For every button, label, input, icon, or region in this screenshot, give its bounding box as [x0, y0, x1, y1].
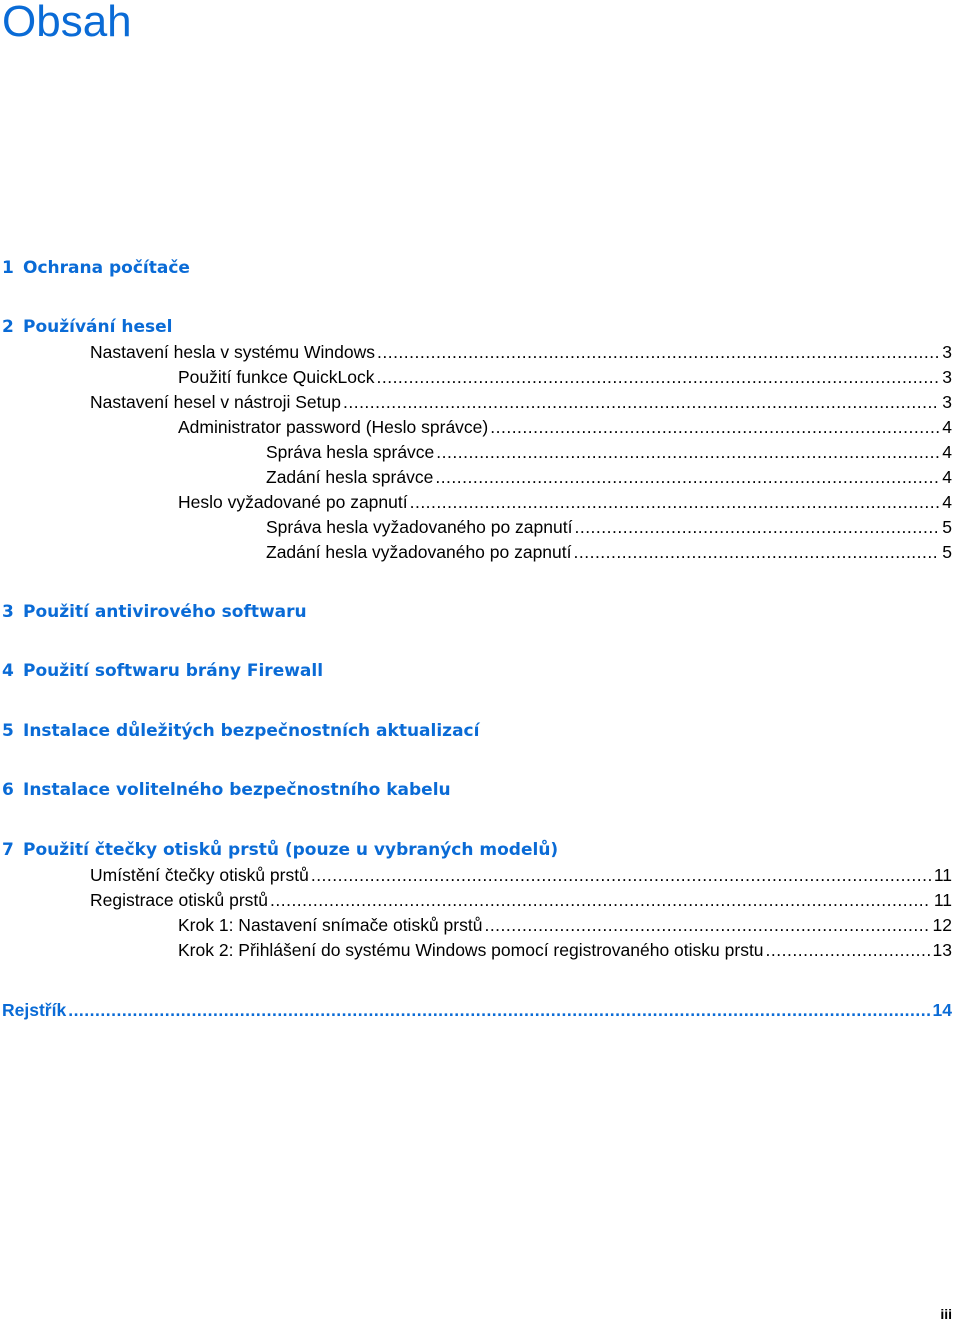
toc-entry-page: 11 — [933, 865, 952, 885]
toc-entry[interactable] — [90, 340, 952, 364]
dot-leader — [436, 440, 939, 464]
toc-entry-page: 4 — [942, 417, 952, 437]
toc-entry-label: Heslo vyžadované po zapnutí — [178, 492, 408, 512]
dot-leader — [377, 340, 939, 364]
toc-entry[interactable] — [90, 863, 952, 887]
dot-leader — [574, 515, 939, 539]
toc-entry[interactable] — [178, 938, 952, 962]
toc-entry-label: Zadání hesla správce — [266, 467, 434, 487]
toc-index-page: 14 — [932, 1000, 952, 1020]
toc-entry-label: Použití funkce QuickLock — [178, 367, 375, 387]
dot-leader — [311, 863, 931, 887]
chapter-title: Použití čtečky otisků prstů (pouze u vybraných modelů) — [23, 840, 559, 860]
dot-leader — [766, 938, 930, 962]
toc-index-label: Rejstřík — [2, 1000, 67, 1020]
toc-entry[interactable] — [266, 465, 952, 489]
dot-leader — [484, 913, 929, 937]
toc-chapter-4[interactable] — [2, 660, 323, 682]
chapter-number: 5 — [2, 721, 14, 741]
dot-leader — [376, 365, 939, 389]
toc-chapter-2[interactable] — [2, 316, 172, 338]
toc-entry-label: Zadání hesla vyžadovaného po zapnutí — [266, 542, 572, 562]
toc-entry-page: 13 — [932, 940, 952, 960]
toc-chapter-7[interactable] — [2, 839, 558, 861]
toc-entry-page: 5 — [942, 517, 952, 537]
toc-entry[interactable] — [178, 415, 952, 439]
dot-leader — [343, 390, 939, 414]
toc-entry-label: Administrator password (Heslo správce) — [178, 417, 489, 437]
dot-leader — [490, 415, 939, 439]
toc-entry-label: Umístění čtečky otisků prstů — [90, 865, 309, 885]
dot-leader — [68, 998, 929, 1022]
toc-entry-label: Nastavení hesla v systému Windows — [90, 342, 375, 362]
toc-entry[interactable] — [266, 440, 952, 464]
toc-entry-page: 3 — [942, 392, 952, 412]
page-number: iii — [940, 1306, 952, 1322]
toc-entry-page: 5 — [942, 542, 952, 562]
toc-entry-label: Správa hesla správce — [266, 442, 435, 462]
chapter-title: Použití antivirového softwaru — [23, 602, 307, 622]
toc-entry-page: 11 — [933, 890, 952, 910]
toc-entry[interactable] — [90, 390, 952, 414]
toc-entry-page: 4 — [942, 467, 952, 487]
toc-entry-label: Krok 1: Nastavení snímače otisků prstů — [178, 915, 483, 935]
toc-entry[interactable] — [178, 490, 952, 514]
chapter-number: 6 — [2, 780, 14, 800]
toc-entry-page: 3 — [942, 342, 952, 362]
chapter-number: 3 — [2, 602, 14, 622]
toc-entry-label: Registrace otisků prstů — [90, 890, 268, 910]
chapter-number: 2 — [2, 317, 14, 337]
chapter-number: 7 — [2, 840, 14, 860]
toc-entry[interactable] — [178, 365, 952, 389]
dot-leader — [270, 888, 931, 912]
toc-chapter-3[interactable] — [2, 601, 307, 623]
toc-entry[interactable] — [178, 913, 952, 937]
chapter-title: Použití softwaru brány Firewall — [23, 661, 324, 681]
dot-leader — [574, 540, 940, 564]
toc-entry-page: 3 — [942, 367, 952, 387]
chapter-title: Používání hesel — [23, 317, 173, 337]
chapter-number: 4 — [2, 661, 14, 681]
chapter-title: Instalace důležitých bezpečnostních aktualizací — [23, 721, 480, 741]
dot-leader — [410, 490, 940, 514]
toc-entry-label: Správa hesla vyžadovaného po zapnutí — [266, 517, 573, 537]
toc-chapter-5[interactable] — [2, 720, 479, 742]
toc-index[interactable] — [2, 998, 952, 1022]
toc-entry-label: Krok 2: Přihlášení do systému Windows pomocí registrovaného otisku prstu — [178, 940, 764, 960]
toc-chapter-6[interactable] — [2, 779, 451, 801]
dot-leader — [435, 465, 939, 489]
toc-entry[interactable] — [266, 540, 952, 564]
toc-entry[interactable] — [266, 515, 952, 539]
toc-entry-page: 4 — [942, 492, 952, 512]
chapter-number: 1 — [2, 258, 14, 278]
toc-entry-page: 12 — [932, 915, 952, 935]
toc-entry[interactable] — [90, 888, 952, 912]
chapter-title: Ochrana počítače — [23, 258, 190, 278]
toc-entry-page: 4 — [942, 442, 952, 462]
toc-chapter-1[interactable] — [2, 257, 190, 279]
chapter-title: Instalace volitelného bezpečnostního kabelu — [23, 780, 451, 800]
toc-entry-label: Nastavení hesel v nástroji Setup — [90, 392, 341, 412]
page-title: Obsah — [2, 0, 132, 46]
